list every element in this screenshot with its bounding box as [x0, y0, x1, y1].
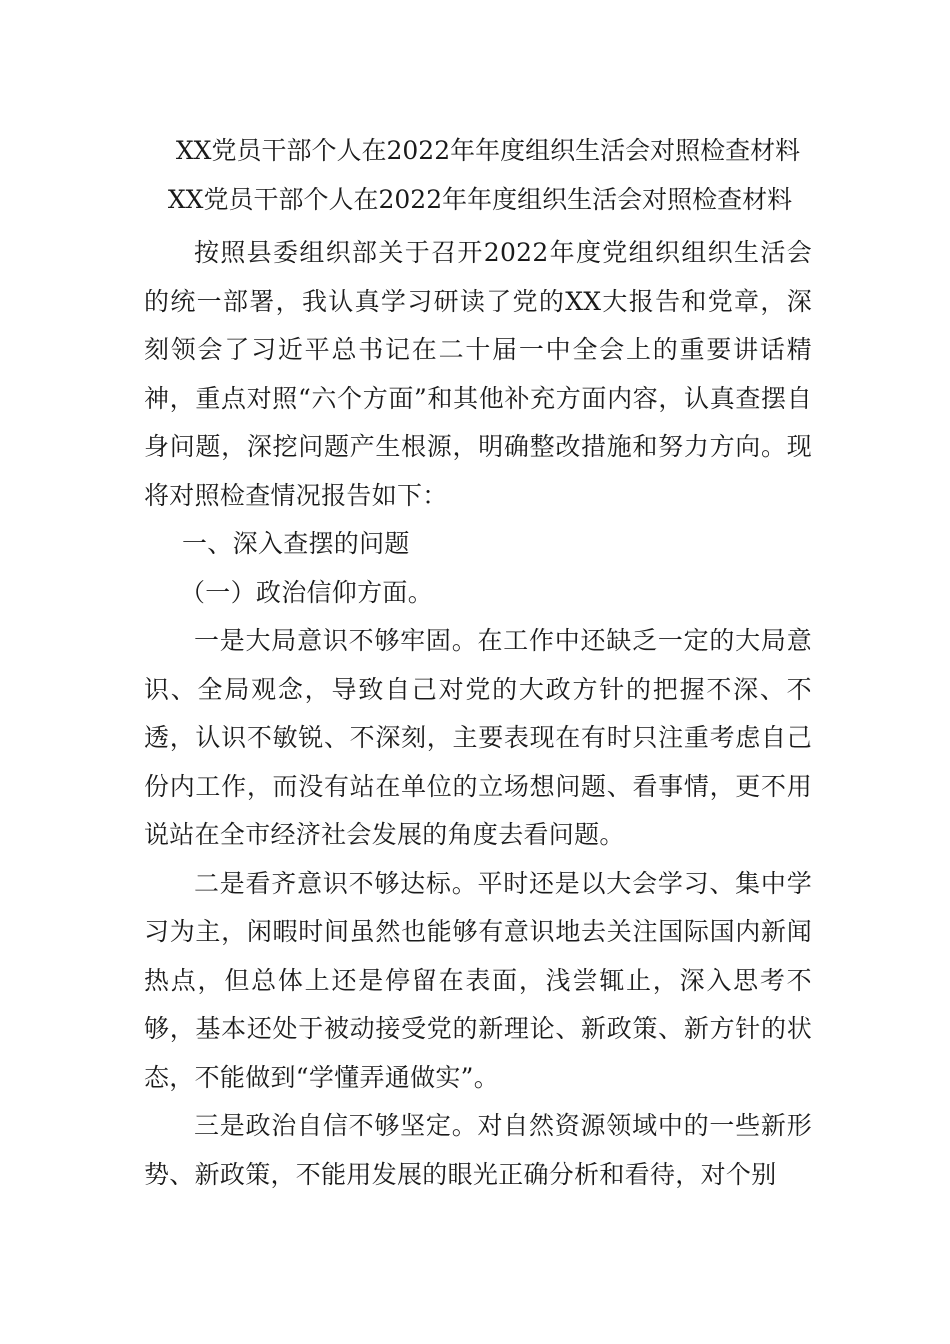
body-paragraph: 三是政治自信不够坚定。对自然资源领域中的一些新形势、新政策，不能用发展的眼光正确分析和看待，对个别 — [144, 1111, 812, 1189]
body-paragraph: 二是看齐意识不够达标。平时还是以大会学习、集中学习为主，闲暇时间虽然也能够有意识地去关注国际国内新闻热点，但总体上还是停留在表面，浅尝辄止，深入思考不够，基本还处于被动接受党的新理论、新政策、新方针的状态，不能做到“学懂弄通做实”。 — [144, 868, 812, 1092]
document-body — [144, 229, 812, 1199]
body-paragraph: 一是大局意识不够牢固。在工作中还缺乏一定的大局意识、全局观念，导致自己对党的大政方针的把握不深、不透，认识不敏锐、不深刻，主要表现在有时只注重考虑自己份内工作，而没有站在单位的立场想问题、看事情，更不用说站在全市经济社会发展的角度去看问题。 — [144, 626, 812, 849]
section-heading: 一、深入查摆的问题 — [182, 529, 410, 558]
intro-paragraph: 按照县委组织部关于召开2022年度党组织组织生活会的统一部署，我认真学习研读了党的XX大报告和党章，深刻领会了习近平总书记在二十届一中全会上的重要讲话精神，重点对照“六个方面”和其他补充方面内容，认真查摆自身问题，深挖问题产生根源，明确整改措施和努力方向。现将对照检查情况报告如下： — [144, 238, 812, 510]
document-title-line-2: XX党员干部个人在2022年年度组织生活会对照检查材料 — [167, 185, 793, 214]
subsection-heading: （一）政治信仰方面。 — [180, 577, 434, 607]
document-title-line-1: XX党员干部个人在2022年年度组织生活会对照检查材料 — [175, 136, 801, 165]
